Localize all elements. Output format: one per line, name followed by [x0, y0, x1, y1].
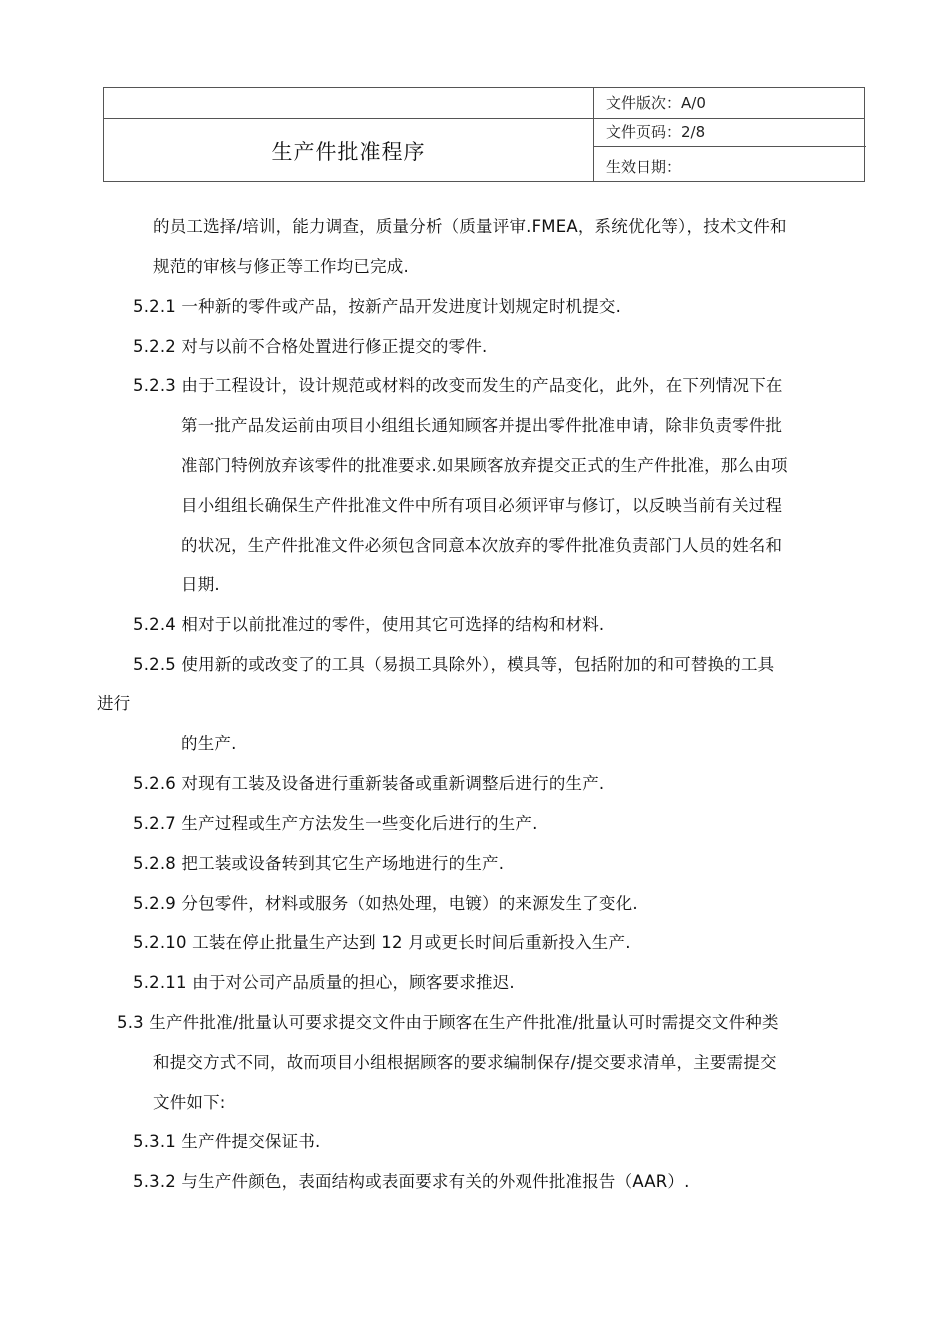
paragraph-line: 的状况，生产件批准文件必须包含同意本次放弃的零件批准负责部门人员的姓名和	[181, 536, 783, 555]
paragraph-line: 第一批产品发运前由项目小组组长通知顾客并提出零件批准申请，除非负责零件批	[181, 416, 783, 435]
paragraph-line: 准部门特例放弃该零件的批准要求.如果顾客放弃提交正式的生产件批准，那么由项	[181, 456, 788, 475]
clause-5-3-2: 5.3.2 与生产件颜色，表面结构或表面要求有关的外观件批准报告（AAR）.	[133, 1172, 690, 1191]
paragraph-line: 文件如下:	[153, 1093, 226, 1112]
document-effective-date: 生效日期：	[606, 158, 682, 176]
clause-5-2-10: 5.2.10 工装在停止批量生产达到 12 月或更长时间后重新投入生产.	[133, 933, 631, 952]
document-title: 生产件批准程序	[271, 140, 426, 164]
paragraph-line: 的员工选择/培训，能力调查，质量分析（质量评审.FMEA，系统优化等），技术文件和	[153, 217, 787, 236]
clause-5-2-9: 5.2.9 分包零件，材料或服务（如热处理，电镀）的来源发生了变化.	[133, 894, 638, 913]
paragraph-line: 目小组组长确保生产件批准文件中所有项目必须评审与修订，以反映当前有关过程	[181, 496, 783, 515]
paragraph-line: 日期.	[181, 575, 220, 594]
clause-5-2-11: 5.2.11 由于对公司产品质量的担心，顾客要求推迟.	[133, 973, 515, 992]
clause-5-2-7: 5.2.7 生产过程或生产方法发生一些变化后进行的生产.	[133, 814, 538, 833]
clause-5-2-5: 5.2.5 使用新的或改变了的工具（易损工具除外），模具等，包括附加的和可替换的工具	[133, 655, 775, 674]
paragraph-line: 和提交方式不同，故而项目小组根据顾客的要求编制保存/提交要求清单，主要需提交	[153, 1053, 777, 1072]
clause-5-3-1: 5.3.1 生产件提交保证书.	[133, 1132, 321, 1151]
clause-5-2-1: 5.2.1 一种新的零件或产品，按新产品开发进度计划规定时机提交.	[133, 297, 622, 316]
document-version: 文件版次：A/0	[606, 94, 706, 112]
clause-5-2-4: 5.2.4 相对于以前批准过的零件，使用其它可选择的结构和材料.	[133, 615, 605, 634]
clause-5-3: 5.3 生产件批准/批量认可要求提交文件由于顾客在生产件批准/批量认可时需提交文件种类	[117, 1013, 779, 1032]
clause-5-2-8: 5.2.8 把工装或设备转到其它生产场地进行的生产.	[133, 854, 505, 873]
document-header-table	[103, 87, 865, 182]
paragraph-line: 的生产.	[181, 734, 237, 753]
paragraph-line: 进行	[97, 694, 131, 713]
paragraph-line: 规范的审核与修正等工作均已完成.	[153, 257, 409, 276]
document-page-number: 文件页码：2/8	[606, 123, 706, 141]
clause-5-2-6: 5.2.6 对现有工装及设备进行重新装备或重新调整后进行的生产.	[133, 774, 605, 793]
clause-5-2-2: 5.2.2 对与以前不合格处置进行修正提交的零件.	[133, 337, 488, 356]
header-divider	[593, 88, 594, 181]
header-row-line	[593, 146, 866, 147]
clause-5-2-3: 5.2.3 由于工程设计，设计规范或材料的改变而发生的产品变化，此外，在下列情况下在	[133, 376, 783, 395]
